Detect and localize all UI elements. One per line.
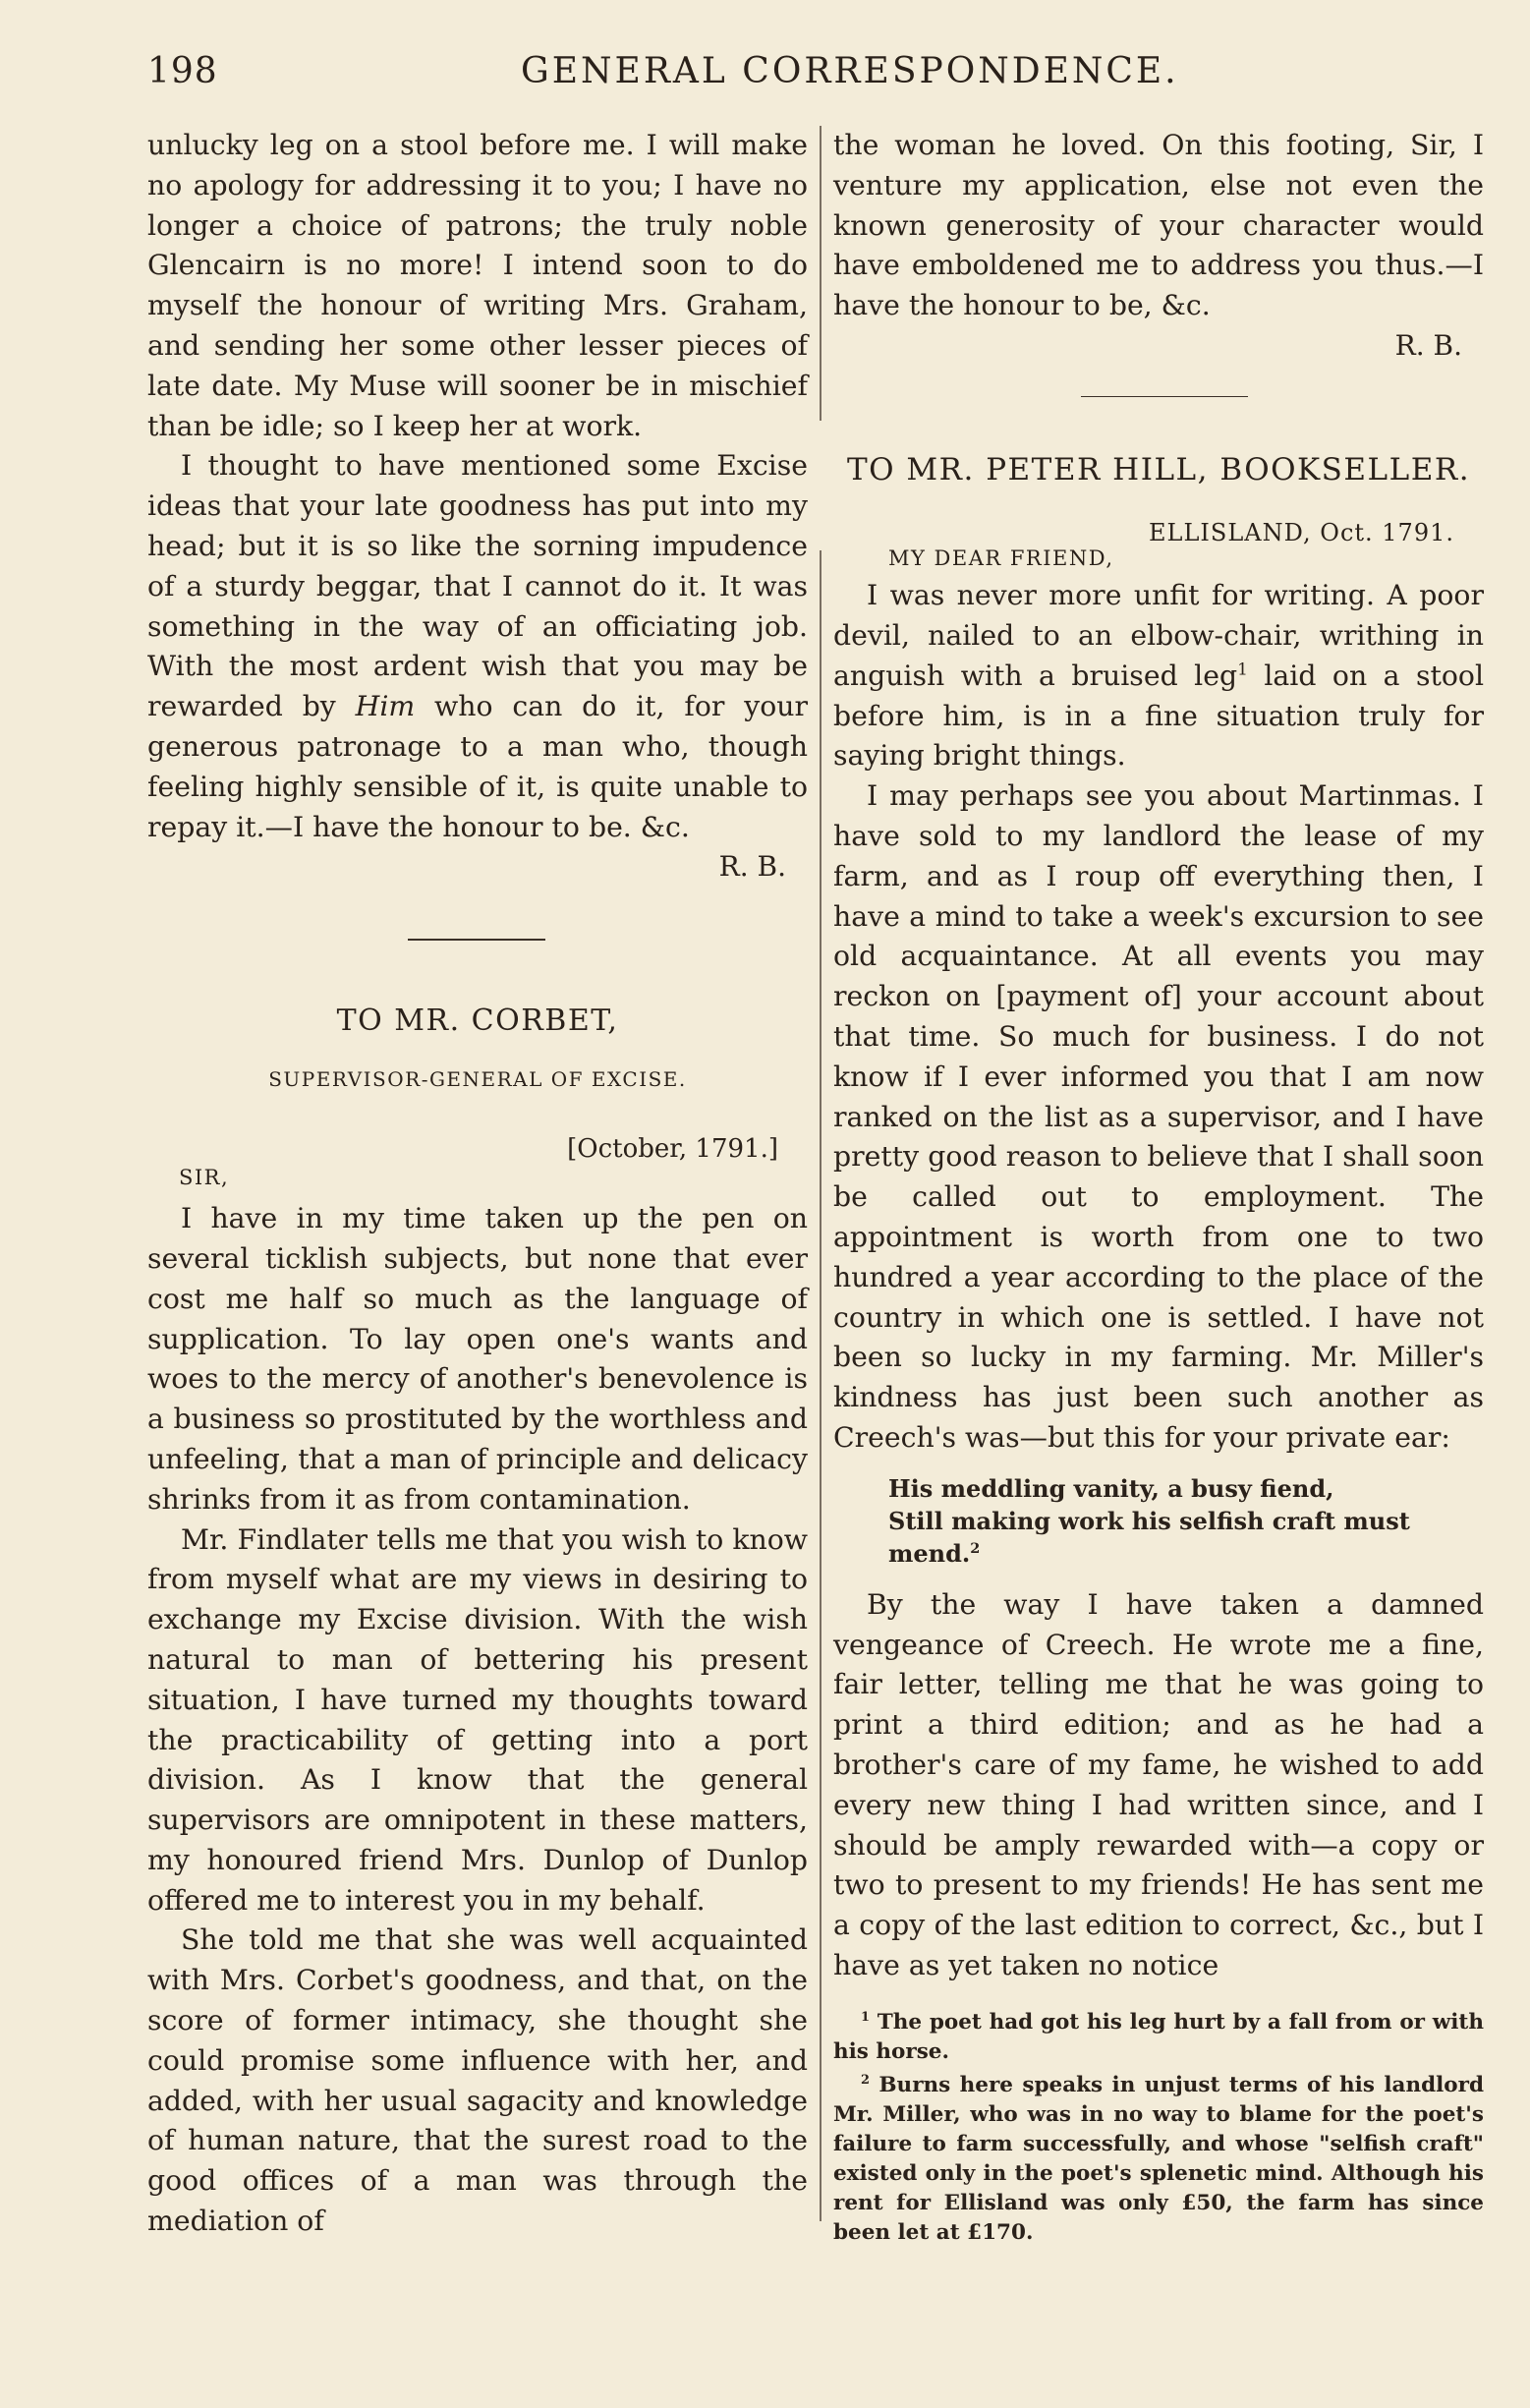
- letter-paragraph: By the way I have taken a damned vengeance of Creech. He wrote me a fine, fair letter, telling me that he was going to print a third edition; and as he had a brother's care of my fame, he wished to add every new thing I had written since, and I should be amply rewarded with—a copy or two to present to my friends! He has sent me a copy of the last edition to correct, &c., but I have as yet taken no notice: [833, 1587, 1484, 1981]
- letter-paragraph: I have in my time taken up the pen on several ticklish subjects, but none that ever cost me half so much as the language of supplication. To lay open one's wants and woes to the mercy of another's benevolence is a business so prostituted by the worthless and unfeeling, that a man of principle and delicacy shrinks from it as from contamination.: [147, 1202, 808, 1516]
- signature: R. B.: [718, 850, 786, 884]
- column-divider-top: [820, 126, 822, 421]
- dateline: ELLISLAND, Oct. 1791.: [1149, 519, 1454, 547]
- letter-paragraph: I may perhaps see you about Martinmas. I have sold to my landlord the lease of my farm, and as I roup off everything then, I have a mind to take a week's excursion to see old acquaintance. At all events you may reckon on [payment of] your account about that time. So much for business. I do not know if I ever informed you that I am now ranked on the list as a supervisor, and I have pretty good reason to believe that I shall soon be called out to employment. The appointment is worth from one to two hundred a year according to the place of the country in which one is settled. I have not been so lucky in my farming. Mr. Miller's kindness has just been such another as Creech's was—but this for your private ear:: [833, 779, 1484, 1455]
- footnote: $^1$ The poet had got his leg hurt by a fall from or with his horse.: [833, 2009, 1484, 2064]
- letter-heading: TO MR. CORBET,: [336, 1003, 619, 1039]
- verse-line: His meddling vanity, a busy fiend,: [888, 1473, 1334, 1503]
- verse-quotation: [833, 1472, 1484, 1570]
- right-column: [833, 126, 1484, 2248]
- letter-subheading: SUPERVISOR-GENERAL OF EXCISE.: [268, 1067, 687, 1092]
- footnote: $^2$ Burns here speaks in unjust terms of his landlord Mr. Miller, who was in no way to blame for the poet's failure to farm successfully, and whose "selfish craft" existed only in the poet's splenetic mind. Although his rent for Ellisland was only £50, the farm has since been let at £170.: [833, 2072, 1484, 2245]
- footnote-mark: 2: [970, 1539, 981, 1557]
- column-divider-bottom: [820, 550, 822, 2221]
- dateline: [October, 1791.]: [567, 1134, 778, 1165]
- running-head: [147, 51, 1494, 100]
- running-title: GENERAL CORRESPONDENCE.: [521, 51, 1179, 91]
- letter-paragraph: Mr. Findlater tells me that you wish to know from myself what are my views in desiring to exchange my Excise division. With the wish natural to man of bettering his present situation, I have turned my thoughts toward the practicability of getting into a port division. As I know that the general supervisors are omnipotent in these matters, my honoured friend Mrs. Dunlop of Dunlop offered me to interest you in my behalf.: [147, 1522, 808, 1917]
- letter-paragraph: I thought to have mentioned some Excise ideas that your late goodness has put into my head; but it is so like the sorning impudence of a sturdy beggar, that I cannot do it. It was something in the way of an officiating job. With the most ardent wish that you may be rewarded by Him who can do it, for your generous patronage to a man who, though feeling highly sensible of it, is quite unable to repay it.—I have the honour to be. &c.: [147, 449, 808, 843]
- signature: R. B.: [1394, 328, 1462, 362]
- left-column: [147, 126, 808, 2242]
- section-divider: [1081, 396, 1248, 398]
- letter-paragraph: unlucky leg on a stool before me. I will make no apology for addressing it to you; I have no longer a choice of patrons; the truly noble Glencairn is no more! I intend soon to do myself the honour of writing Mrs. Graham, and sending her some other lesser pieces of late date. My Muse will sooner be in mischief than be idle; so I keep her at work.: [147, 129, 808, 442]
- footnote-mark: 1: [1237, 659, 1248, 680]
- letter-paragraph: the woman he loved. On this footing, Sir, I venture my application, else not even the known generosity of your character would have emboldened me to address you thus.—I have the honour to be, &c.: [833, 129, 1484, 322]
- page-number: 198: [147, 51, 218, 91]
- salutation: MY DEAR FRIEND,: [888, 546, 1114, 571]
- letter-heading: TO MR. PETER HILL, BOOKSELLER.: [846, 452, 1471, 488]
- section-divider: [408, 939, 545, 941]
- footnotes: [833, 2008, 1484, 2248]
- letter-paragraph: I was never more unfit for writing. A poor devil, nailed to an elbow-chair, writhing in anguish with a bruised leg$^1$ laid on a stool before him, is in a fine situation truly for saying bright things.: [833, 579, 1484, 773]
- verse-line: Still making work his selfish craft must mend.$^2$: [888, 1506, 1410, 1568]
- salutation: SIR,: [179, 1166, 230, 1190]
- letter-paragraph: She told me that she was well acquainted with Mrs. Corbet's goodness, and that, on the score of former intimacy, she thought she could promise some influence with her, and added, with her usual sagacity and knowledge of human nature, that the surest road to the good offices of a man was through the mediation of: [147, 1923, 808, 2238]
